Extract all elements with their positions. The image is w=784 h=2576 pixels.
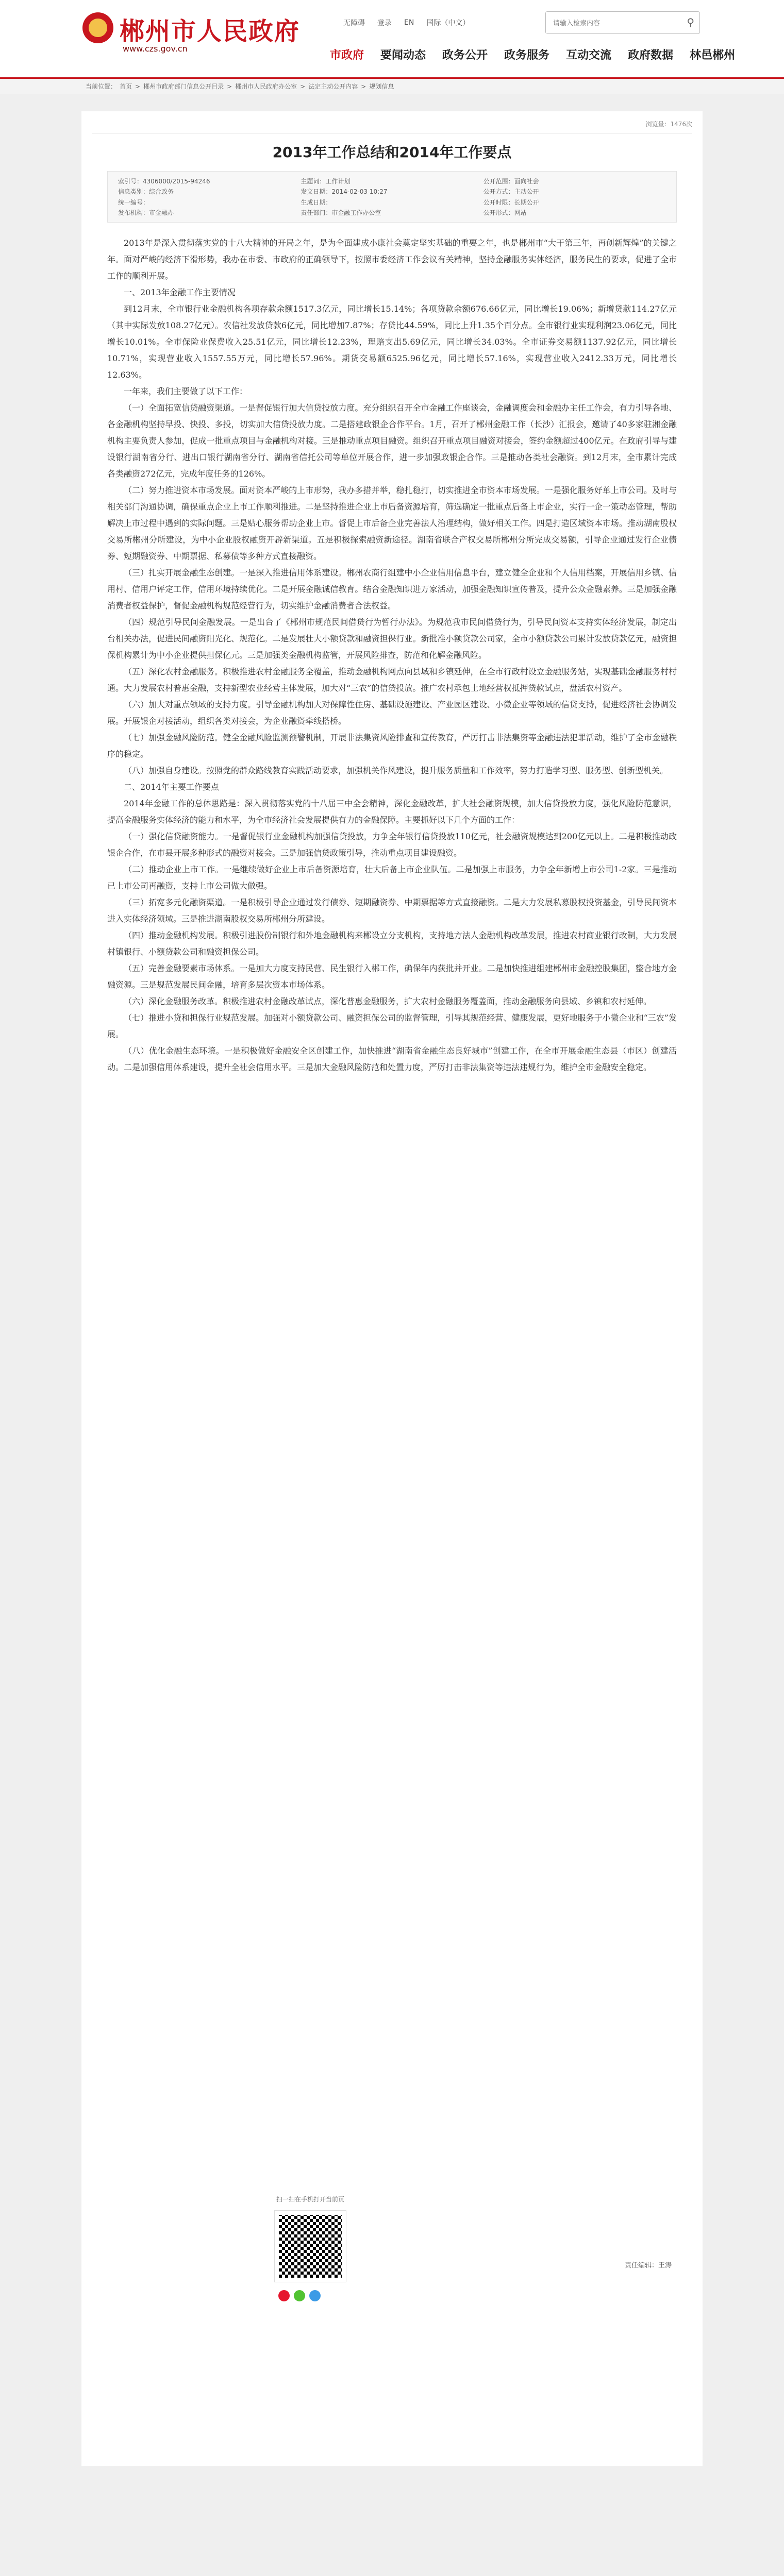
article-paragraph: 二、2014年主要工作要点 [124, 782, 219, 792]
english-link[interactable]: EN [404, 19, 414, 27]
nav-item-interaction[interactable]: 互动交流 [566, 49, 612, 62]
search-input[interactable] [546, 12, 670, 33]
site-header [0, 0, 784, 77]
article-paragraph: （八）优化金融生态环境。一是积极做好金融安全区创建工作，加快推进“湖南省金融生态良好城市”创建工作，在全市开展金融生态县（市区）创建活动。二是加强信用体系建设，提升全社会信用水平。三是加大金融风险防范和处置力度，严厉打击非法集资等违法违规行为，维护全市金融安全稳定。 [107, 1046, 677, 1072]
breadcrumb-content[interactable]: 法定主动公开内容 [308, 83, 358, 90]
article-container [81, 111, 703, 2466]
view-count: 浏览量：1476次 [645, 121, 692, 128]
breadcrumb-planning[interactable]: 规划信息 [369, 83, 394, 90]
article-paragraph: （七）推进小贷和担保行业规范发展。加强对小额贷款公司、融资担保公司的监督管理，引导其规范经营、健康发展，更好地服务于小微企业和“三农”发展。 [107, 1013, 677, 1039]
article-paragraph: （三）扎实开展金融生态创建。一是深入推进信用体系建设。郴州农商行组建中小企业信用信息平台，建立健全企业和个人信用档案，开展信用乡镇、信用村、信用户评定工作，信用环境持续优化。二是开展金融诚信教育。结合金融知识进万家活动，加强金融知识宣传普及，提升公众金融素养。三是加强金融消费者权益保护，督促金融机构规范经营行为，切实维护金融消费者合法权益。 [107, 568, 677, 611]
wechat-share-icon[interactable] [294, 2290, 305, 2301]
utility-links [343, 18, 470, 28]
nav-item-services[interactable]: 政务服务 [504, 49, 550, 62]
article-paragraph: 到12月末，全市银行业金融机构各项存款余额1517.3亿元，同比增长15.14%；各项贷款余额676.66亿元，同比增长19.06%；新增贷款114.27亿元（其中实际发放108.27亿元）。农信社发放贷款6亿元，同比增加7.87%；存贷比44.59%，同比上升1.35个百分点。全市银行业实现利润23.06亿元，同比增长10.01%。全市保险业保费收入25.51亿元，同比增长12.23%，理赔支出5.69亿元，同比增长34.03%。全市证券交易额1137.92亿元，同比增长10.71%，实现营业收入1557.55万元，同比增长57.96%。期货交易额6525.96亿元，同比增长57.16%，实现营业收入2412.33万元，同比增长12.63%。 [107, 304, 677, 380]
article-paragraph: （四）规范引导民间金融发展。一是出台了《郴州市规范民间借贷行为暂行办法》。为规范我市民间借贷行为，引导民间资本支持实体经济发展，制定出台相关办法，促进民间融资阳光化、规范化。二是发展壮大小额贷款和融资担保行业。新批准小额贷款公司家，全市小额贷款公司累计发放贷款亿元，融资担保机构累计为中小企业提供担保亿元。三是加强类金融机构监管，开展风险排查，防范和化解金融风险。 [107, 617, 677, 660]
search-box [545, 11, 700, 34]
article-paragraph: （二）推动企业上市工作。一是继续做好企业上市后备资源培育，壮大后备上市企业队伍。二是加强上市服务，力争全年新增上市公司1-2家。三是推动已上市公司再融资，支持上市公司做大做强。 [107, 865, 677, 891]
meta-scope: 公开范围：面向社会 [483, 177, 539, 185]
article-paragraph: （三）拓宽多元化融资渠道。一是积极引导企业通过发行债券、短期融资券、中期票据等方式直接融资。二是大力发展私募股权投资基金，引导民间资本进入实体经济领域。三是推进湖南股权交易所郴州分所建设。 [107, 897, 677, 924]
login-link[interactable]: 登录 [377, 19, 392, 27]
metadata-table [107, 171, 677, 223]
meta-period: 公开时限：长期公开 [483, 198, 539, 206]
breadcrumb-catalog[interactable]: 郴州市政府部门信息公开目录 [143, 83, 224, 90]
breadcrumb-home[interactable]: 首页 [120, 83, 132, 90]
qr-caption: 扫一扫在手机打开当前页 [276, 2196, 344, 2203]
article-paragraph: （一）强化信贷融资能力。一是督促银行业金融机构加强信贷投放，力争全年银行信贷投放110亿元，社会融资规模达到200亿元以上。二是积极推动政银企合作，在市县开展多种形式的融资对接会。三是加强信贷政策引导，推动重点项目建设融资。 [107, 832, 677, 858]
article-paragraph: （四）推动金融机构发展。积极引进股份制银行和外地金融机构来郴设立分支机构，支持地方法人金融机构改革发展，推进农村商业银行改制，大力发展村镇银行、小额贷款公司和融资担保公司。 [107, 930, 677, 957]
article-paragraph: 一、2013年金融工作主要情况 [124, 287, 236, 297]
meta-form: 公开形式：网站 [483, 209, 527, 217]
article-paragraph: （五）完善金融要素市场体系。一是加大力度支持民营、民生银行入郴工作，确保年内获批并开业。二是加快推进组建郴州市金融控股集团，整合地方金融资源。三是规范发展民间金融，培育多层次资本市场体系。 [107, 963, 677, 990]
meta-department: 责任部门：市金融工作办公室 [301, 209, 381, 217]
breadcrumb-label: 当前位置： [86, 83, 117, 90]
article-paragraph: （五）深化农村金融服务。积极推进农村金融服务全覆盖，推动金融机构网点向县域和乡镇延伸，在全市行政村设立金融服务站，实现基础金融服务村村通。大力发展农村普惠金融，支持新型农业经营主体发展，加大对“三农”的信贷投放。推广农村承包土地经营权抵押贷款试点，盘活农村资产。 [107, 667, 677, 693]
nav-item-city-government[interactable]: 市政府 [330, 49, 364, 62]
share-buttons [278, 2290, 321, 2301]
article-paragraph: 2013年是深入贯彻落实党的十八大精神的开局之年，是为全面建成小康社会奠定坚实基础的重要之年，也是郴州市“大干第三年，再创新辉煌”的关键之年。面对严峻的经济下滑形势，我办在市委、市政府的正确领导下，按照市委经济工作会议有关精神，坚持金融服务实体经济，服务民生的要求，促进了全市工作的顺利开展。 [107, 238, 677, 281]
international-link[interactable]: 国际（中文） [426, 19, 470, 27]
nav-item-news[interactable]: 要闻动态 [380, 49, 426, 62]
government-emblem-icon[interactable] [82, 12, 113, 43]
article-paragraph: （一）全面拓宽信贷融资渠道。一是督促银行加大信贷投放力度。充分组织召开全市金融工作座谈会，金融调度会和金融办主任工作会，有力引导各地、各金融机构坚持早投、快投、多投，切实加大信贷投放力度。二是搭建政银企合作平台。1月，召开了郴州金融工作（长沙）汇报会，邀请了40多家驻湘金融机构主要负责人参加，促成一批重点项目与金融机构对接。三是推动重点项目融资。组织召开重点项目融资对接会，签约金额超过400亿元。在政府引导与建设银行湖南省分行、进出口银行湖南省分行、湖南省信托公司等单位开展合作，进一步加强政银企合作。三是推动各类社会融资。到12月末，全市累计完成各类融资272亿元，完成年度任务的126%。 [107, 403, 677, 479]
meta-date: 发文日期：2014-02-03 10:27 [301, 188, 388, 196]
article-paragraph: 2014年金融工作的总体思路是：深入贯彻落实党的十八届三中全会精神，深化金融改革，扩大社会融资规模，加大信贷投放力度，强化风险防范意识，提高金融服务实体经济的能力和水平，为全市经济社会发展提供有力的金融保障。主要抓好以下几个方面的工作： [107, 799, 677, 825]
breadcrumb-office[interactable]: 郴州市人民政府办公室 [235, 83, 297, 90]
nav-item-data[interactable]: 政府数据 [628, 49, 674, 62]
qr-code [274, 2210, 346, 2282]
site-title[interactable]: 郴州市人民政府 [120, 17, 301, 46]
article-paragraph: （二）努力推进资本市场发展。面对资本严峻的上市形势，我办多措并举，稳扎稳打，切实推进全市资本市场发展。一是强化服务好单上市公司。及时与相关部门沟通协调，确保重点企业上市工作顺利推进。二是坚持推进企业上市后备资源培育，筛选确定一批重点后备上市企业，实行一企一策动态管理，帮助解决上市过程中遇到的实际问题。三是贴心服务帮助企业上市。督促上市后备企业完善法人治理结构，做好相关工作。四是打造区域资本市场。推动湖南股权交易所郴州分所建设，为中小企业股权融资开辟新渠道。五是积极探索融资新途径。湖南省联合产权交易所郴州分所完成交易额，引导企业通过发行企业债券、短期融资券、中期票据、私募债等多种方式直接融资。 [107, 485, 677, 561]
breadcrumb: 当前位置： 首页 > 郴州市政府部门信息公开目录 > 郴州市人民政府办公室 > 法定主动公开内容 > 规划信息 [0, 77, 784, 94]
qr-code-image [279, 2215, 342, 2278]
article-paragraph: （六）深化金融服务改革。积极推进农村金融改革试点，深化普惠金融服务，扩大农村金融服务覆盖面，推动金融服务向县域、乡镇和农村延伸。 [124, 996, 652, 1006]
search-icon[interactable]: ⚲ [687, 16, 694, 28]
meta-keyword: 主题词：工作计划 [301, 177, 351, 185]
main-nav [330, 46, 735, 62]
nav-item-linyi-chenzhou[interactable]: 林邑郴州 [690, 49, 736, 62]
article-paragraph: 一年来，我们主要做了以下工作： [124, 386, 248, 396]
accessibility-link[interactable]: 无障碍 [343, 19, 365, 27]
meta-number: 统一编号： [118, 198, 149, 206]
qzone-share-icon[interactable] [309, 2290, 321, 2301]
article-title: 2013年工作总结和2014年工作要点 [272, 144, 512, 161]
meta-index: 索引号：4306000/2015-94246 [118, 177, 210, 185]
meta-category: 信息类别：综合政务 [118, 188, 174, 196]
article-paragraph: （七）加强金融风险防范。健全金融风险监测预警机制，开展非法集资风险排查和宣传教育，严厉打击非法集资等金融违法犯罪活动，维护了全市金融秩序的稳定。 [107, 733, 677, 759]
article-paragraph: （八）加强自身建设。按照党的群众路线教育实践活动要求，加强机关作风建设，提升服务质量和工作效率，努力打造学习型、服务型、创新型机关。 [124, 766, 669, 775]
meta-generated: 生成日期： [301, 198, 332, 206]
editor-credit: 责任编辑：王涛 [624, 2262, 672, 2269]
meta-method: 公开方式：主动公开 [483, 188, 539, 196]
site-url: www.czs.gov.cn [123, 44, 188, 54]
article-paragraph: （六）加大对重点领域的支持力度。引导金融机构加大对保障性住房、基础设施建设、产业园区建设、小微企业等领域的信贷支持，促进经济社会协调发展。开展银企对接活动，组织各类对接会，为企业融资牵线搭桥。 [107, 700, 677, 726]
meta-publisher: 发布机构：市金融办 [118, 209, 174, 217]
article-body [107, 235, 677, 1076]
nav-item-open-government[interactable]: 政务公开 [442, 49, 488, 62]
weibo-share-icon[interactable] [278, 2290, 290, 2301]
